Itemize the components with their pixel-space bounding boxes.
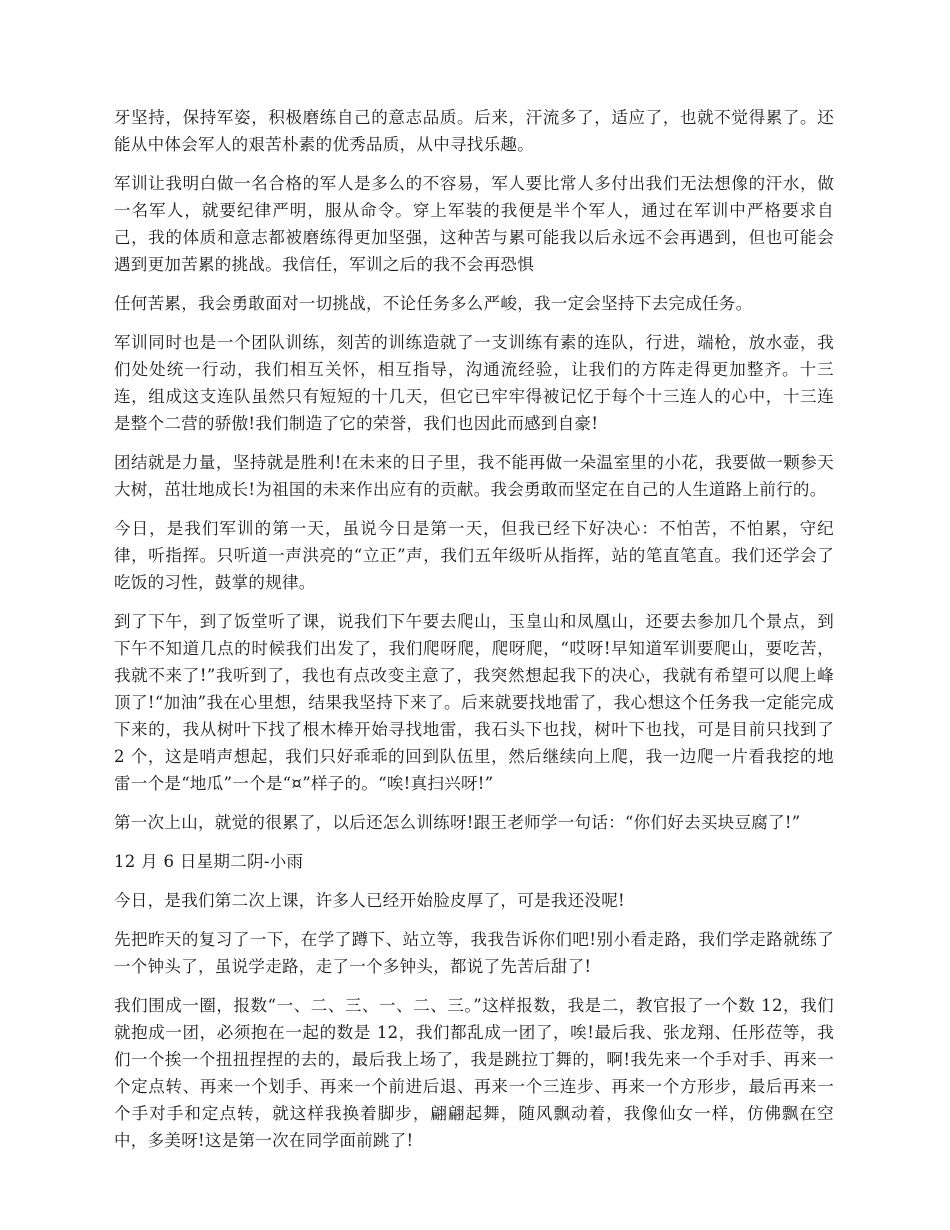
date-heading: 12 月 6 日星期二阴-小雨 [114,852,304,871]
paragraph-7: 到了下午，到了饭堂听了课，说我们下午要去爬山，玉皇山和凤凰山，还要去参加几个景点，到下午不知道几点的时候我们出发了，我们爬呀爬，爬呀爬，“哎呀!早知道军训要爬山，要吃苦，我就不来了!”我听到了，我也有点改变主意了，我突然想起我下的决心，我就有希望可以爬上峰顶了!“加油”我在心里想，结果我坚持下来了。后来就要找地雷了，我心想这个任务我一定能完成下来的，我从树叶下找了根木棒开始寻找地雷，我石头下也找，树叶下也找，可是目前只找到了 2 个，这是哨声想起，我们只好乖乖的回到队伍里，然后继续向上爬，我一边爬一片看我挖的地雷一个是“地瓜”一个是“¤”样子的。“唉!真扫兴呀!” [114,612,834,793]
paragraph-11: 我们围成一圈，报数“一、二、三、一、二、三。”这样报数，我是二，教官报了一个数 12，我们就抱成一团，必须抱在一起的数是 12，我们都乱成一团了，唉!最后我、张龙翔、任彤莅等，我们一个挨一个扭扭捏捏的去的，最后我上场了，我是跳拉丁舞的，啊!我先来一个手对手、再来一个定点转、再来一个划手、再来一个前进后退、再来一个三连步、再来一个方形步，最后再来一个手对手和定点转，就这样我换着脚步，翩翩起舞，随风飘动着，我像仙女一样，仿佛飘在空中，多美呀!这是第一次在同学面前跳了! [114,996,834,1150]
paragraph-4: 军训同时也是一个团队训练，刻苦的训练造就了一支训练有素的连队，行进，端枪，放水壶，我们处处统一行动，我们相互关怀，相互指导，沟通流经验，让我们的方阵走得更加整齐。十三连，组成这支连队虽然只有短短的十几天，但它已牢牢得被记忆于每个十三连人的心中，十三连是整个二营的骄傲!我们制造了它的荣誉，我们也因此而感到自豪! [114,333,834,433]
paragraph-8: 第一次上山，就觉的很累了，以后还怎么训练呀!跟王老师学一句话：“你们好去买块豆腐了!” [114,813,801,832]
paragraph-3: 任何苦累，我会勇敢面对一切挑战，不论任务多么严峻，我一定会坚持下去完成任务。 [114,294,753,313]
paragraph-5: 团结就是力量，坚持就是胜利!在未来的日子里，我不能再做一朵温室里的小花，我要做一颗参天大树，茁壮地成长!为祖国的未来作出应有的贡献。我会勇敢而坚定在自己的人生道路上前行的。 [114,453,834,499]
paragraph-10: 先把昨天的复习了一下，在学了蹲下、站立等，我我告诉你们吧!别小看走路，我们学走路就练了一个钟头了，虽说学走路，走了一个多钟头，都说了先苦后甜了! [114,930,834,976]
paragraph-6: 今日，是我们军训的第一天，虽说今日是第一天，但我已经下好决心：不怕苦，不怕累，守纪律，听指挥。只听道一声洪亮的“立正”声，我们五年级听从指挥，站的笔直笔直。我们还学会了吃饭的习性，鼓掌的规律。 [114,519,834,592]
paragraph-2: 军训让我明白做一名合格的军人是多么的不容易，军人要比常人多付出我们无法想像的汗水，做一名军人，就要纪律严明，服从命令。穿上军装的我便是半个军人，通过在军训中严格要求自己，我的体质和意志都被磨练得更加坚强，这种苦与累可能我以后永远不会再遇到，但也可能会遇到更加苦累的挑战。我信任，军训之后的我不会再恐惧 [114,174,834,274]
paragraph-1: 牙坚持，保持军姿，积极磨练自己的意志品质。后来，汗流多了，适应了，也就不觉得累了。还能从中体会军人的艰苦朴素的优秀品质，从中寻找乐趣。 [114,108,834,154]
paragraph-9: 今日，是我们第二次上课，许多人已经开始脸皮厚了，可是我还没呢! [114,891,625,910]
document-page [114,104,834,1166]
